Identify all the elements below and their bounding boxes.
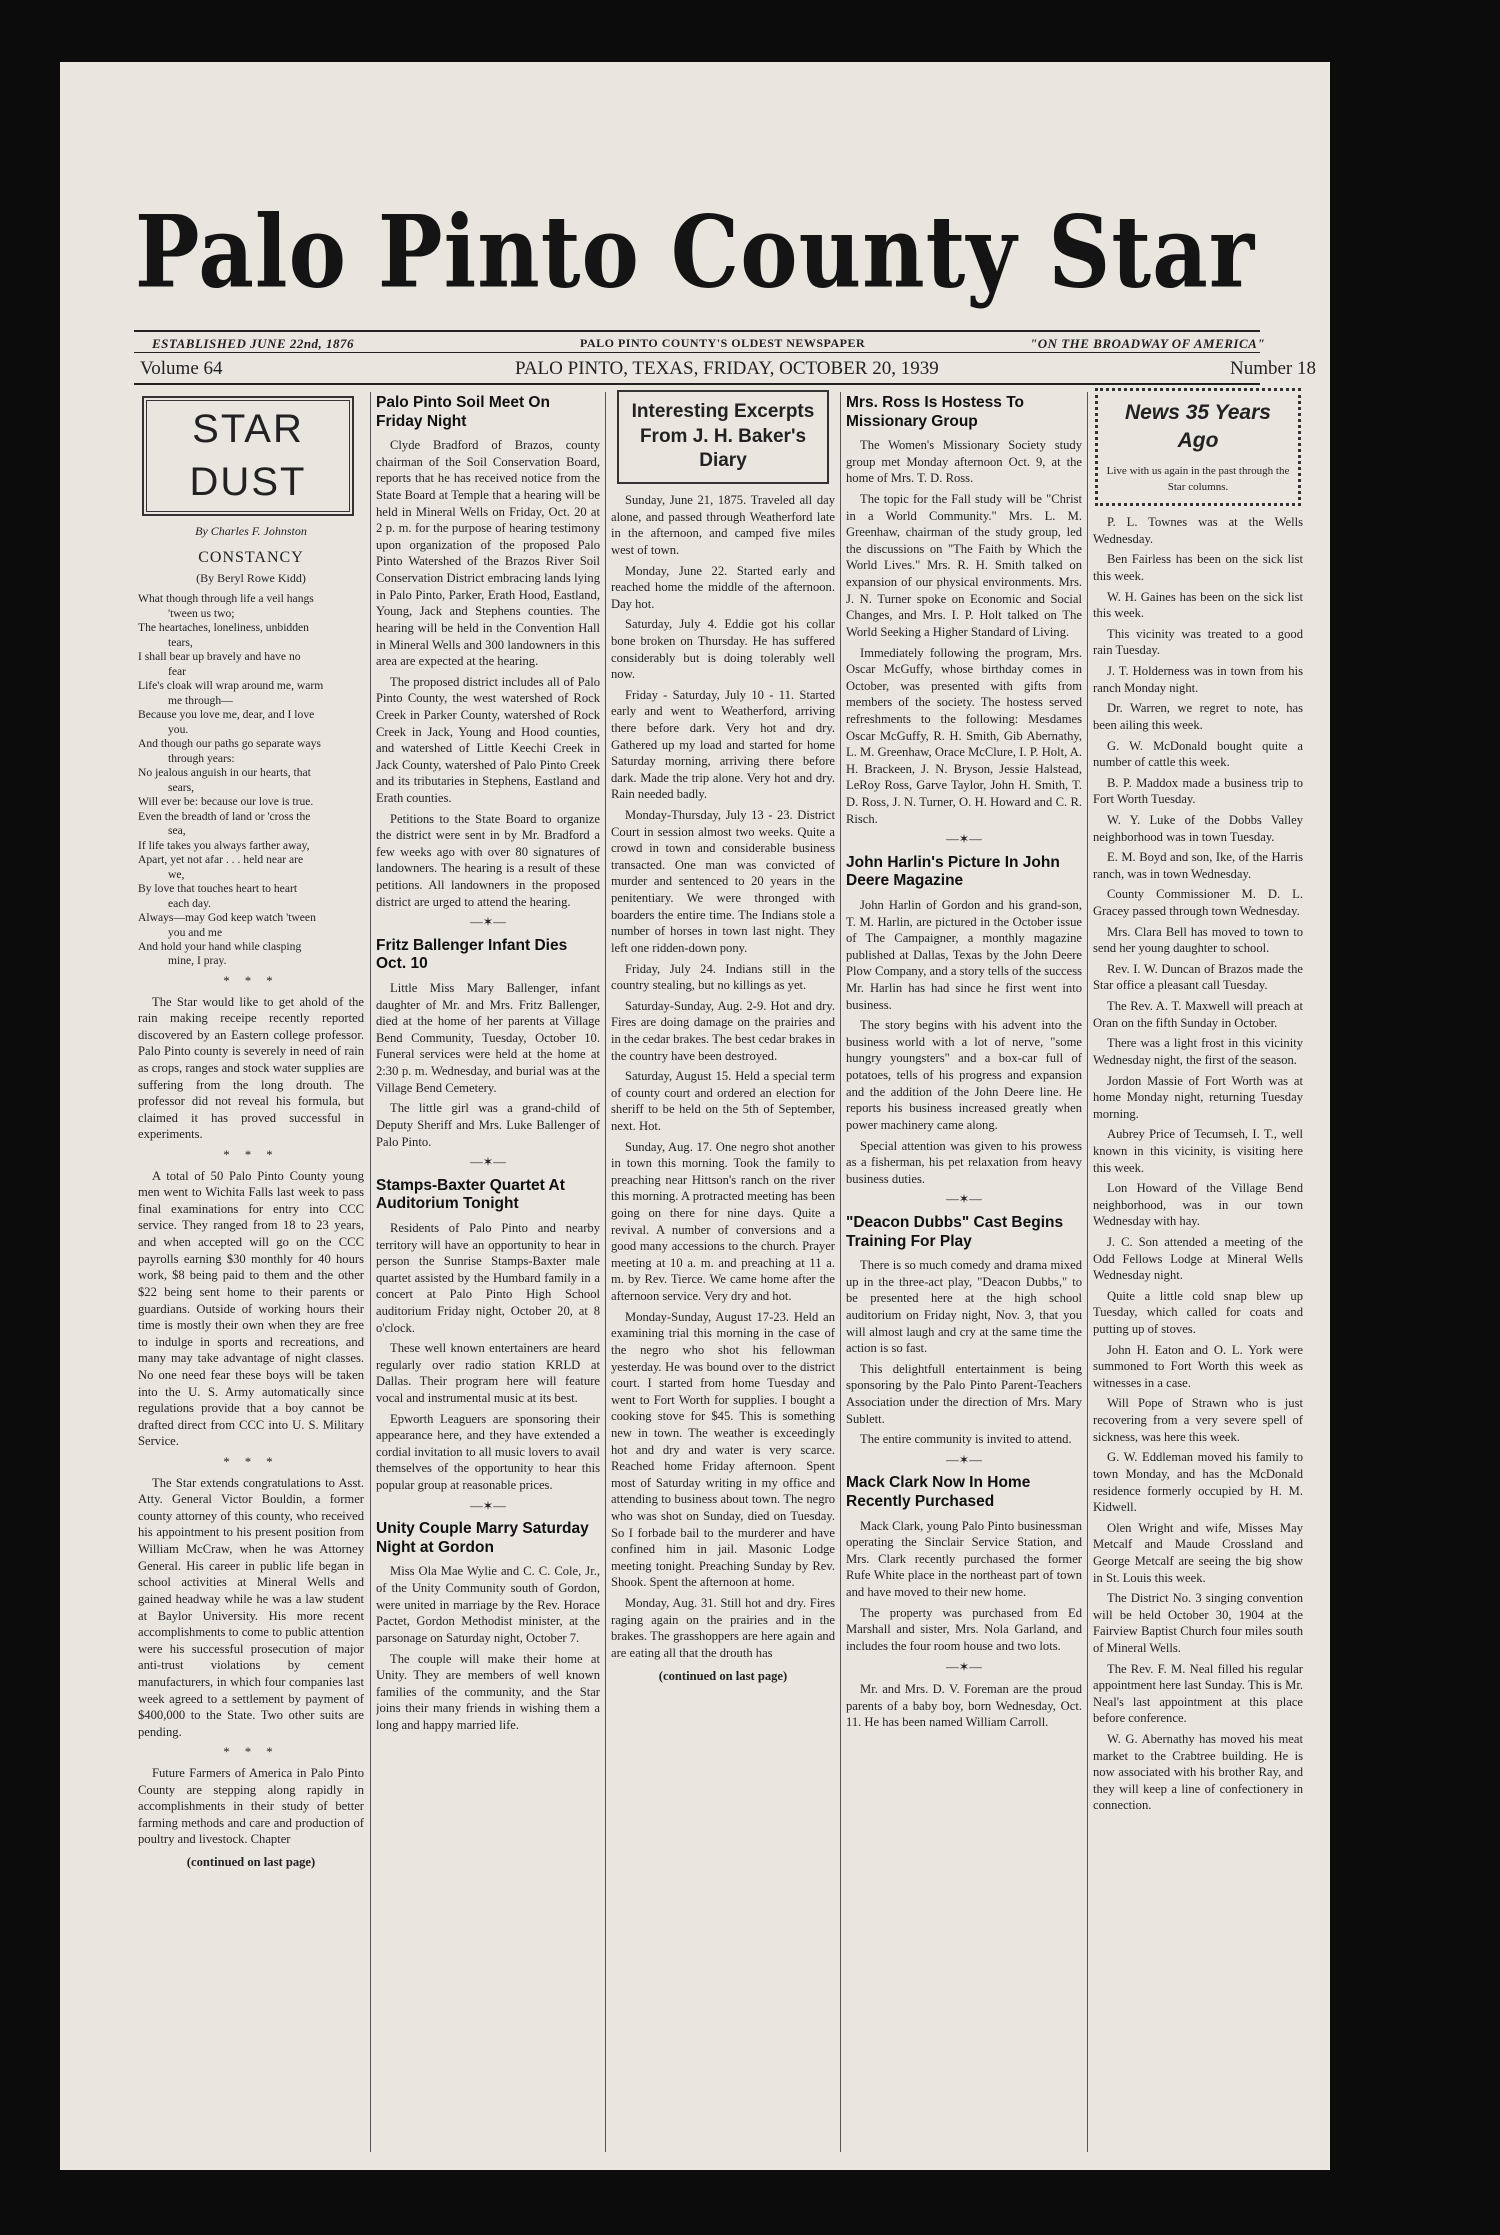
poem-line: fear [168, 664, 187, 678]
news-item: Dr. Warren, we regret to note, has been ailing this week. [1093, 701, 1303, 732]
headline-unity-couple: Unity Couple Marry Saturday Night at Gordon [376, 1520, 589, 1556]
paragraph: Residents of Palo Pinto and nearby territory will have an opportunity to hear in person the Sunrise Stamps-Baxter male quartet assisted by the Humbard family in a concert at Palo Pinto High School auditorium Friday night, October 20, at 8 o'clock. [376, 1220, 600, 1335]
poem [138, 592, 364, 969]
rule [134, 352, 1260, 353]
poem-line: Always—may God keep watch 'tween [138, 911, 316, 925]
paragraph: The property was purchased from Ed Marshall and sister, Mrs. Nola Garland, and includes the four room house and two lots. [846, 1605, 1082, 1653]
news-35-years-box [1095, 388, 1301, 506]
star-separator: * * * [223, 1455, 279, 1470]
news-item: The Rev. F. M. Neal filled his regular appointment here last Sunday. This is Mr. Neal's last appointment at this place before conference. [1093, 1661, 1303, 1726]
separator: —✶— [946, 1659, 982, 1674]
paragraph: The little girl was a grand-child of Deputy Sheriff and Mrs. Luke Ballenger of Palo Pinto. [376, 1101, 600, 1149]
paragraph: The proposed district includes all of Palo Pinto County, the west watershed of Rock Creek in Parker County, watershed of Rock Creek in Jack, Young and Hood counties, and watershed of Little Keechi Creek in Jack County, watershed of Palo Pinto Creek and its tributaries in Stephens, Eastland and Erath counties. [376, 674, 600, 805]
news-item: G. W. McDonald bought quite a number of cattle this week. [1093, 738, 1303, 770]
column-four [846, 388, 1082, 2158]
poem-line: you and me [168, 925, 223, 939]
volume-number: Volume 64 [140, 358, 223, 379]
headline-stamps-baxter: Stamps-Baxter Quartet At Auditorium Tonight [376, 1176, 565, 1213]
poem-title: CONSTANCY [198, 549, 304, 567]
star-dust-box [142, 396, 354, 516]
poem-line: Apart, yet not afar . . . held near are [138, 853, 304, 867]
diary-entry: Monday-Thursday, July 13 - 23. District Court in session almost two weeks. Quite a crowd in town and considerable business transacted. One man was convicted of murder and sentenced to 20 years in the penitentiary. We were thronged with boarders the entire time. The Indians stole a number of horses in town last night. They left one ridden-down pony. [611, 808, 835, 955]
news-item: Ben Fairless has been on the sick list this week. [1093, 552, 1303, 584]
news-item: J. T. Holderness was in town from his ranch Monday night. [1093, 664, 1303, 695]
headline-mrs-ross: Mrs. Ross Is Hostess To Missionary Group [846, 394, 1025, 430]
headline-john-harlin: John Harlin's Picture In John Deere Magazine [846, 853, 1060, 890]
poem-author: (By Beryl Rowe Kidd) [196, 570, 306, 585]
star-separator: * * * [223, 1148, 279, 1163]
byline: By Charles F. Johnston [195, 523, 307, 538]
news-item: W. H. Gaines has been on the sick list this week. [1093, 589, 1303, 621]
news-item: Mrs. Clara Bell has moved to town to send her young daughter to school. [1093, 924, 1303, 956]
paragraph: Future Farmers of America in Palo Pinto County are stepping along rapidly in accomplishments in their study of better farming methods and care and production of poultry and livestock. Chapter [138, 1765, 364, 1847]
news-box-subtitle: Live with us again in the past through the Star columns. [1106, 465, 1290, 493]
dateline: PALO PINTO, TEXAS, FRIDAY, OCTOBER 20, 1939 [515, 358, 939, 379]
separator: —✶— [470, 915, 506, 930]
issue-number: Number 18 [1230, 358, 1317, 379]
column-rule [840, 392, 841, 2152]
paragraph: The topic for the Fall study will be "Christ in a World Community." Mrs. L. M. Greenhaw, chairman of the study group, led the discussions on "The Faith by Which the World Lives." Mrs. R. H. Smith talked on expansion of our physical environments. Mrs. J. N. Turner spoke on Economic and Social Changes, and Mrs. I. P. Holt talked on The World Seeking a Higher Standard of Living. [846, 492, 1082, 639]
paragraph: Miss Ola Mae Wylie and C. C. Cole, Jr., of the Unity Community south of Gordon, were united in marriage by the Rev. Horace Pactet, Gordon Methodist minister, at the parsonage on Saturday night, October 7. [376, 1564, 600, 1645]
diary-entry: Friday - Saturday, July 10 - 11. Started early and went to Weatherford, arriving there before dark. Very hot and dry. Gathered up my load and started for home Saturday morning, arriving there before dark. Made the trip alone. Very hot and dry. Rain needed badly. [611, 687, 835, 802]
poem-line: I shall bear up bravely and have no [138, 650, 301, 664]
paragraph: The story begins with his advent into the business world with a lot of nerve, "some hungry youngsters" and a box-car full of potatoes, tells of his progress and expansion and the addition of the John Deere line. He reports his business increased greatly when power machinery came along. [846, 1018, 1082, 1132]
separator: —✶— [470, 1155, 506, 1170]
column-rule [605, 392, 606, 2152]
paragraph: Special attention was given to his prowess as a fisherman, his pet relaxation from heavy business duties. [846, 1138, 1082, 1186]
news-item: W. Y. Luke of the Dobbs Valley neighborhood was in town Tuesday. [1093, 812, 1303, 844]
diary-entry: Sunday, Aug. 17. One negro shot another in town this morning. Took the family to preaching near Hittson's ranch on the river this morning. A protracted meeting has been going on there for nine days. Quite a revival. A number of conversions and a good many accessions to the church. Prayer meeting at 10 a. m. and preaching at 11 a. m. by Rev. Tierce. We came home after the afternoon service. Very dry and hot. [611, 1139, 835, 1304]
news-item: The District No. 3 singing convention will be held October 30, 1904 at the Fairview Baptist Church four miles south of Mineral Wells. [1093, 1591, 1303, 1655]
column-rule [1087, 392, 1088, 2152]
news-item: John H. Eaton and O. L. York were summoned to Fort Worth this week as witnesses in a case. [1093, 1342, 1303, 1390]
star-separator: * * * [223, 1745, 279, 1760]
poem-line: No jealous anguish in our hearts, that [138, 766, 311, 780]
news-item: Aubrey Price of Tecumseh, I. T., well known in this vicinity, is visiting here this week. [1093, 1127, 1303, 1175]
separator: —✶— [946, 832, 982, 847]
news-item: P. L. Townes was at the Wells Wednesday. [1093, 515, 1303, 546]
rule [134, 383, 1260, 385]
diary-headline-box: Interesting Excerpts From J. H. Baker's Diary [617, 390, 829, 484]
established-line: ESTABLISHED JUNE 22nd, 1876 [152, 336, 355, 351]
paragraph: Petitions to the State Board to organize the district were sent in by Mr. Bradford a few weeks ago with over 80 signatures of landowners. The hearing is a result of these petitions. All landowners in the proposed district are urged to attend the hearing. [376, 811, 600, 909]
diary-entry: Monday, Aug. 31. Still hot and dry. Fires raging again on the prairies and in the brakes. The grasshoppers are here again and are eating all that the drouth has [611, 1596, 835, 1660]
separator: —✶— [946, 1192, 982, 1207]
poem-line: Because you love me, dear, and I love [138, 708, 315, 722]
paragraph: These well known entertainers are heard regularly over radio station KRLD at Dallas. Their program here will feature vocal and instrumental music at its best. [376, 1341, 600, 1406]
separator: —✶— [470, 1498, 506, 1513]
paragraph: The entire community is invited to attend. [860, 1432, 1072, 1447]
headline-deacon-dubbs: "Deacon Dubbs" Cast Begins Training For Play [846, 1213, 1064, 1250]
paragraph: Clyde Bradford of Brazos, county chairman of the Soil Conservation Board, reports that he has received notice from the State Board at Temple that a hearing will be held in Mineral Wells on Friday, Oct. 20 at 2 p. m. for the purpose of hearing testimony upon organization of the proposed Palo Pinto Watershed of the Brazos River Soil Conservation District embracing lands lying in Palo Pinto, Parker, Erath Hood, Eastland, Young, Jack and Stephens counties. The hearing will be held in the Convention Hall in Mineral Wells and 300 landowners in this area are expected at the hearing. [376, 438, 600, 669]
paragraph: Mack Clark, young Palo Pinto businessman operating the Sinclair Service Station, and Mrs. Clark recently purchased the former Rufe White place in the northeast part of town and have moved to their new home. [846, 1518, 1082, 1600]
news-box-title: News 35 Years Ago [1125, 401, 1271, 452]
headline-mack-clark: Mack Clark Now In Home Recently Purchased [846, 1474, 1031, 1511]
poem-line: If life takes you always farther away, [138, 838, 310, 852]
diary-entry: Saturday, July 4. Eddie got his collar bone broken on Thursday. He has suffered considerably but is doing tolerably well now. [611, 617, 835, 682]
diary-entry: Saturday, August 15. Held a special term of county court and ordered an election for sheriff to be held on the 5th of September, next. Hot. [611, 1069, 835, 1133]
news-item: B. P. Maddox made a business trip to Fort Worth Tuesday. [1093, 775, 1303, 807]
paragraph: There is so much comedy and drama mixed up in the three-act play, "Deacon Dubbs," to be presented here at the high school auditorium on Friday night, Nov. 3, that you will almost laugh and cry at the same time the action is so fast. [846, 1258, 1082, 1356]
star-dust-title: STAR DUST [146, 400, 350, 512]
paragraph: This delightfull entertainment is being sponsoring by the Palo Pinto Parent-Teachers Association under the direction of Mrs. Mary Sublett. [846, 1361, 1082, 1426]
paragraph: Immediately following the program, Mrs. Oscar McGuffy, whose birthday comes in October, was presented with gifts from members of the society. The hostess served refreshments to the following: Mesdames Oscar McGuffy, R. H. Smith, Gib Abernathy, L. M. Greenhaw, Orace McClure, I. P. Holt, A. H. Brackeen, J. N. Bryson, Jessie Halstead, LeRoy Ross, Garve Taylor, John H. Smith, T. D. Ross, J. N. Turner, O. H. Howard and C. R. Risch. [846, 645, 1082, 826]
continued-note: (continued on last page) [186, 1855, 316, 1870]
news-item: Will Pope of Strawn who is just recovering from a very severe spell of sickness, was here this week. [1093, 1396, 1303, 1444]
diary-entry: Monday-Sunday, August 17-23. Held an examining trial this morning in the case of the negro who shot his fellowman yesterday. He was bound over to the district court. I started from home Tuesday and went to Fort Worth for supplies. I bought a cooking stove for $45. This is something new in town. The weather is exceedingly hot and dry and water is very scarce. Reached home Friday afternoon. Spent most of Saturday writing in my office and attending to business about town. The negro who was shot on Sunday, died on Tuesday. So I forbade bail to the murderer and have confined him in jail. Masonic Lodge meeting tonight. Preaching Sunday by Rev. Shook. Spent the afternoon at home. [611, 1309, 835, 1590]
poem-line: we, [168, 867, 185, 881]
paragraph: The Star extends congratulations to Asst. Atty. General Victor Bouldin, a former county attorney of this county, who received his appointment to his present position from William McCraw, when he was Attorney General. His career in public life began in school activities at Mineral Wells and gained headway while he was a law student at Baylor University. His more recent accomplishments to come to public attention were his successful prosecution of major anti-trust violations by cement manufacturers, in which four companies last week agreed to a settlement by payment of $400,000 to the State. Two other suits are pending. [138, 1475, 364, 1739]
paragraph: A total of 50 Palo Pinto County young men went to Wichita Falls last week to pass final examinations for entry into CCC service. They ranged from 18 to 23 years, and when accepted will go on the CCC payrolls earning $30 monthly for 40 hours work, $8 being paid to them and the other $22 being sent home to their parents or guardians. Outside of working hours their time is mostly their own when they are free to indulge in sports and recreations, and many may take advantage of night classes. No one need fear these boys will be taken into the U. S. Army automatically since regulations provide that a boy cannot be drafted direct from CCC into U. S. Military Service. [138, 1168, 364, 1449]
diary-entry: Saturday-Sunday, Aug. 2-9. Hot and dry. Fires are doing damage on the prairies and in the cedar brakes. The best cedar brakes in the country have been destroyed. [611, 998, 835, 1063]
news-item: Olen Wright and wife, Misses May Metcalf and Maude Crossland and George Metcalf are seeing the big show in St. Louis this week. [1093, 1520, 1303, 1585]
poem-line: And hold your hand while clasping [138, 939, 302, 953]
diary-entry: Monday, June 22. Started early and reached home the middle of the afternoon. Day hot. [611, 563, 835, 611]
paragraph: John Harlin of Gordon and his grand-son, T. M. Harlin, are pictured in the October issue of The Campaigner, a monthly magazine published at Dallas, Texas by the John Deere Plow Company, and a story tells of the success Mr. Harlin has had since he first went into business. [846, 898, 1082, 1012]
news-item: Lon Howard of the Village Bend neighborhood, was in our town Wednesday with hay. [1093, 1181, 1303, 1229]
separator: —✶— [946, 1452, 982, 1467]
poem-line: Even the breadth of land or 'cross the [138, 809, 311, 823]
news-item: The Rev. A. T. Maxwell will preach at Oran on the fifth Sunday in October. [1093, 999, 1303, 1030]
poem-line: sea, [168, 824, 186, 838]
news-item: This vicinity was treated to a good rain Tuesday. [1093, 626, 1303, 658]
poem-line: Will ever be: because our love is true. [138, 795, 314, 809]
news-item: There was a light frost in this vicinity Wednesday night, the first of the season. [1093, 1036, 1303, 1067]
paragraph: Mr. and Mrs. D. V. Foreman are the proud parents of a baby boy, born Wednesday, Oct. 11. He has been named William Carroll. [846, 1682, 1082, 1730]
column-two [376, 388, 600, 2158]
poem-line: And though our paths go separate ways [138, 737, 321, 751]
poem-line: mine, I pray. [168, 954, 227, 968]
poem-line: each day. [168, 896, 212, 910]
news-item: G. W. Eddleman moved his family to town Monday, and has the McDonald residence formerly occupied by H. M. Kidwell. [1093, 1450, 1303, 1515]
masthead-title: Palo Pinto County Star [134, 194, 1256, 311]
poem-line: through years: [168, 751, 235, 765]
poem-line: me through— [168, 693, 233, 707]
news-item: J. C. Son attended a meeting of the Odd Fellows Lodge at Mineral Wells Wednesday night. [1093, 1234, 1303, 1283]
paragraph: The Women's Missionary Society study group met Monday afternoon Oct. 9, at the home of Mrs. T. D. Ross. [846, 438, 1082, 486]
poem-line: tears, [168, 635, 193, 649]
news-item: E. M. Boyd and son, Ike, of the Harris ranch, was in town Wednesday. [1093, 850, 1303, 881]
motto-line: "ON THE BROADWAY OF AMERICA" [1030, 336, 1266, 351]
poem-line: 'tween us two; [168, 606, 235, 620]
poem-line: What though through life a veil hangs [138, 592, 314, 606]
news-item: County Commissioner M. D. L. Gracey passed through town Wednesday. [1093, 887, 1303, 919]
paragraph: Little Miss Mary Ballenger, infant daughter of Mr. and Mrs. Fritz Ballenger, died at the home of her parents at Village Bend Community, Tuesday, October 10. Funeral services were held at the home at 2:30 p. m. Wednesday, and burial was at the Village Bend Cemetery. [376, 981, 600, 1095]
poem-line: By love that touches heart to heart [138, 882, 298, 896]
paragraph: Epworth Leaguers are sponsoring their appearance here, and they have extended a cordial invitation to all music lovers to avail themselves of the opportunity to hear this popular group at reasonable prices. [376, 1411, 600, 1493]
star-separator: * * * [223, 973, 279, 988]
rule [134, 330, 1260, 332]
news-item: W. G. Abernathy has moved his meat market to the Crabtree building. He is now associated with his brother Ray, and they will keep a line of confectionery in connection. [1093, 1732, 1303, 1813]
poem-line: Life's cloak will wrap around me, warm [138, 679, 324, 693]
column-rule [370, 392, 371, 2152]
column-diary [611, 388, 835, 2158]
headline-soil-meet: Palo Pinto Soil Meet On Friday Night [376, 394, 550, 430]
headline-ballenger-infant: Fritz Ballenger Infant Dies Oct. 10 [376, 936, 568, 973]
paragraph: The couple will make their home at Unity. They are members of well known families of the community, and the Star joins their many friends in wishing them a long and happy married life. [376, 1651, 600, 1732]
continued-note: (continued on last page) [658, 1668, 788, 1683]
newspaper-page [60, 62, 1330, 2170]
diary-entry: Sunday, June 21, 1875. Traveled all day alone, and passed through Weatherford late in the afternoon, and camped five miles west of town. [611, 493, 835, 557]
news-item: Rev. I. W. Duncan of Brazos made the Star office a pleasant call Tuesday. [1093, 961, 1303, 993]
poem-line: sears, [168, 780, 195, 794]
paragraph: The Star would like to get ahold of the rain making receipe recently reported discovered by an Eastern college professor. Palo Pinto county is severely in need of rain as crops, ranges and stock water supplies are suffering from the long drouth. The professor did not reveal his formula, but claimed it has proved successful in experiments. [138, 994, 364, 1142]
column-star-dust [138, 388, 364, 2158]
oldest-newspaper-line: PALO PINTO COUNTY'S OLDEST NEWSPAPER [580, 336, 866, 350]
column-news-35-years [1093, 388, 1303, 2158]
news-item: Jordon Massie of Fort Worth was at home Monday night, returning Tuesday morning. [1093, 1073, 1303, 1121]
poem-line: you. [168, 722, 189, 736]
news-item: Quite a little cold snap blew up Tuesday, which called for coats and putting up of stoves. [1093, 1288, 1303, 1337]
poem-line: The heartaches, loneliness, unbidden [138, 621, 309, 635]
diary-entry: Friday, July 24. Indians still in the country stealing, but no killings as yet. [611, 961, 835, 993]
